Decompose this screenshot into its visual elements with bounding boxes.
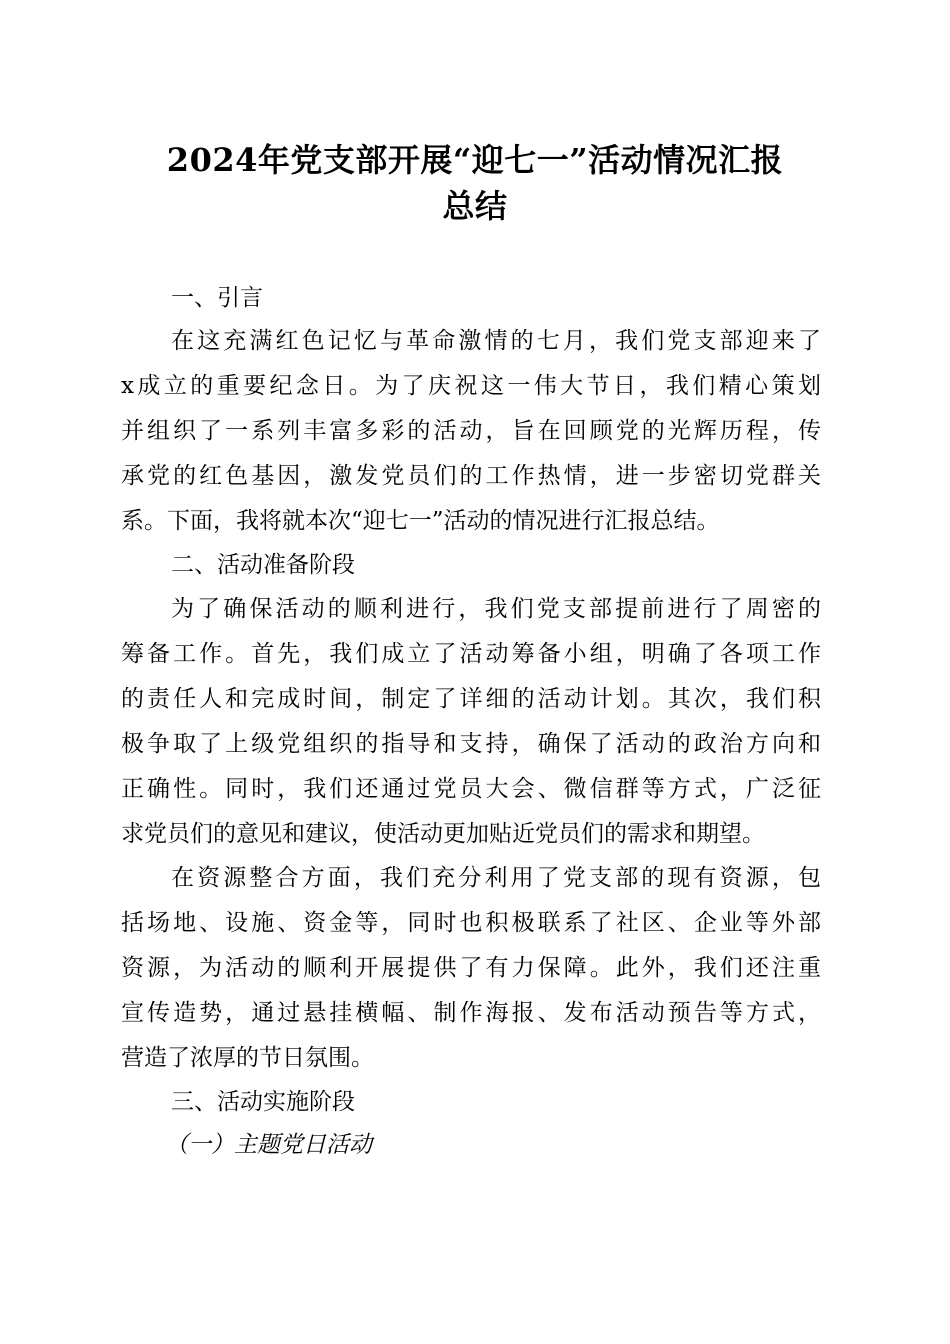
paragraph-line: 极争取了上级党组织的指导和支持，确保了活动的政治方向和 [121, 731, 821, 757]
paragraph-line: 为了确保活动的顺利进行，我们党支部提前进行了周密的 [171, 596, 821, 622]
paragraph-line: 括场地、设施、资金等，同时也积极联系了社区、企业等外部 [121, 910, 821, 936]
paragraph-line: 在这充满红色记忆与革命激情的七月，我们党支部迎来了 [171, 328, 821, 354]
paragraph-line: 正确性。同时，我们还通过党员大会、微信群等方式，广泛征 [121, 776, 821, 802]
paragraph-line: 营造了浓厚的节日氛围。 [121, 1045, 374, 1071]
paragraph-line: 的责任人和完成时间，制定了详细的活动计划。其次，我们积 [121, 686, 821, 712]
paragraph-line: 承党的红色基因，激发党员们的工作热情，进一步密切党群关 [121, 463, 821, 489]
paragraph-line: 宣传造势，通过悬挂横幅、制作海报、发布活动预告等方式， [121, 1000, 821, 1026]
paragraph-line: 资源，为活动的顺利开展提供了有力保障。此外，我们还注重 [121, 955, 821, 981]
paragraph-line: 求党员们的意见和建议，使活动更加贴近党员们的需求和期望。 [121, 821, 765, 847]
paragraph-line: x成立的重要纪念日。为了庆祝这一伟大节日，我们精心策划 [121, 373, 821, 399]
section-heading-preparation: 二、活动准备阶段 [171, 552, 355, 578]
paragraph-line: 在资源整合方面，我们充分利用了党支部的现有资源，包 [171, 865, 821, 891]
document-title-line-1: 2024年党支部开展“迎七一”活动情况汇报 [166, 141, 784, 179]
paragraph-line: 并组织了一系列丰富多彩的活动，旨在回顾党的光辉历程，传 [121, 418, 821, 444]
section-heading-introduction: 一、引言 [171, 285, 263, 311]
paragraph-line: 筹备工作。首先，我们成立了活动筹备小组，明确了各项工作 [121, 641, 821, 667]
subsection-heading-theme-party-day: （一）主题党日活动 [165, 1132, 372, 1158]
document-title-line-2: 总结 [442, 187, 508, 225]
paragraph-line: 系。下面，我将就本次“迎七一”活动的情况进行汇报总结。 [121, 508, 720, 534]
section-heading-implementation: 三、活动实施阶段 [171, 1089, 355, 1115]
